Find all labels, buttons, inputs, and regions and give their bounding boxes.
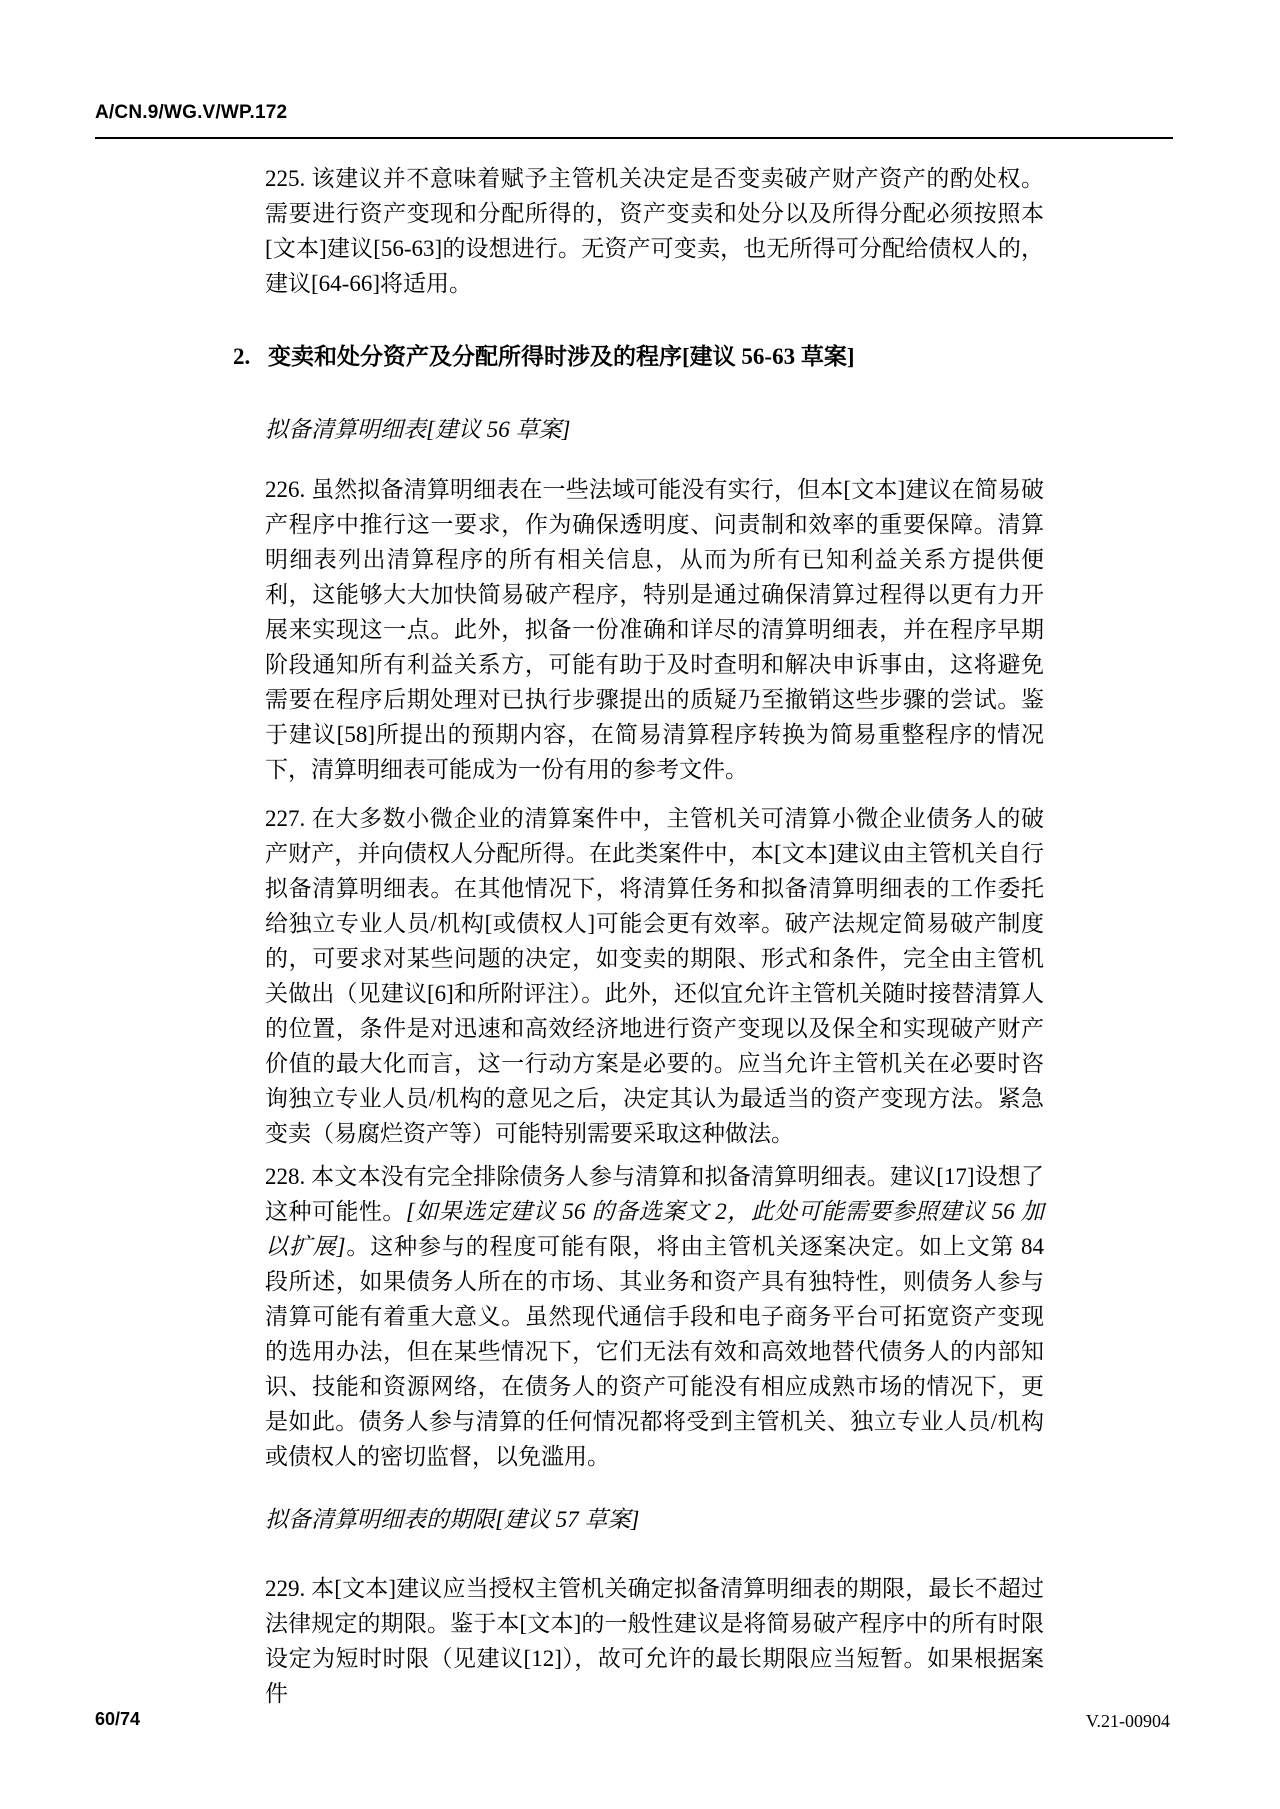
paragraph-229: 229. 本[文本]建议应当授权主管机关确定拟备清算明细表的期限，最长不超过法律规定的期限。鉴于本[文本]的一般性建议是将简易破产程序中的所有时限设定为短时时限（见建议[12]），故可允许的最长期限应当短暂。如果根据案件 <box>265 1576 1044 1706</box>
section-heading-text: 变卖和处分资产及分配所得时涉及的程序[建议 56-63 草案] <box>268 344 855 369</box>
paragraph-225: 225. 该建议并不意味着赋予主管机关决定是否变卖破产财产资产的酌处权。需要进行资产变现和分配所得的，资产变卖和处分以及所得分配必须按照本[文本]建议[56-63]的设想进行。无资产可变卖，也无所得可分配给债权人的，建议[64-66]将适用。 <box>265 166 1044 296</box>
section-heading-number: 2. <box>233 344 251 369</box>
header-divider <box>95 137 1173 139</box>
paragraph-228-italic-note: [如果选定建议 56 的备选案文 2，此处可能需要参照建议 56 加以扩展] <box>265 1199 1045 1259</box>
document-symbol: A/CN.9/WG.V/WP.172 <box>95 102 288 123</box>
paragraph-228-text-continued: 。这种参与的程度可能有限，将由主管机关逐案决定。如上文第 84 段所述，如果债务人所在的市场、其业务和资产具有独特性，则债务人参与清算可能有着重大意义。虽然现代通信手段和电子商务平台可拓宽资产变现的选用办法，但在某些情况下，它们无法有效和高效地替代债务人的内部知识、技能和资源网络，在债务人的资产可能没有相应成熟市场的情况下，更是如此。债务人参与清算的任何情况都将受到主管机关、独立专业人员/机构或债权人的密切监督，以免滥用。 <box>265 1234 1045 1469</box>
subheading-recommendation-57: 拟备清算明细表的期限[建议 57 草案] <box>265 1507 640 1532</box>
paragraph-226: 226. 虽然拟备清算明细表在一些法域可能没有实行，但本[文本]建议在简易破产程序中推行这一要求，作为确保透明度、问责制和效率的重要保障。清算明细表列出清算程序的所有相关信息，从而为所有已知利益关系方提供便利，这能够大大加快简易破产程序，特别是通过确保清算过程得以更有力开展来实现这一点。此外，拟备一份准确和详尽的清算明细表，并在程序早期阶段通知所有利益关系方，可能有助于及时查明和解决申诉事由，这将避免需要在程序后期处理对已执行步骤提出的质疑乃至撤销这些步骤的尝试。鉴于建议[58]所提出的预期内容，在简易清算程序转换为简易重整程序的情况下，清算明细表可能成为一份有用的参考文件。 <box>265 477 1044 782</box>
paragraph-228 <box>265 1159 1044 1474</box>
paragraph-228-text: 228. 本文本没有完全排除债务人参与清算和拟备清算明细表。建议[17]设想了这种可能性。 <box>265 1164 1044 1224</box>
footer-document-code: V.21-00904 <box>1085 1711 1170 1731</box>
footer-page-number: 60/74 <box>95 1709 141 1729</box>
paragraph-227: 227. 在大多数小微企业的清算案件中，主管机关可清算小微企业债务人的破产财产，并向债权人分配所得。在此类案件中，本[文本]建议由主管机关自行拟备清算明细表。在其他情况下，将清算任务和拟备清算明细表的工作委托给独立专业人员/机构[或债权人]可能会更有效率。破产法规定简易破产制度的，可要求对某些问题的决定，如变卖的期限、形式和条件，完全由主管机关做出（见建议[6]和所附评注）。此外，还似宜允许主管机关随时接替清算人的位置，条件是对迅速和高效经济地进行资产变现以及保全和实现破产财产价值的最大化而言，这一行动方案是必要的。应当允许主管机关在必要时咨询独立专业人员/机构的意见之后，决定其认为最适当的资产变现方法。紧急变卖（易腐烂资产等）可能特别需要采取这种做法。 <box>265 806 1044 1146</box>
subheading-recommendation-56: 拟备清算明细表[建议 56 草案] <box>265 417 571 442</box>
section-heading-2 <box>233 339 1044 374</box>
